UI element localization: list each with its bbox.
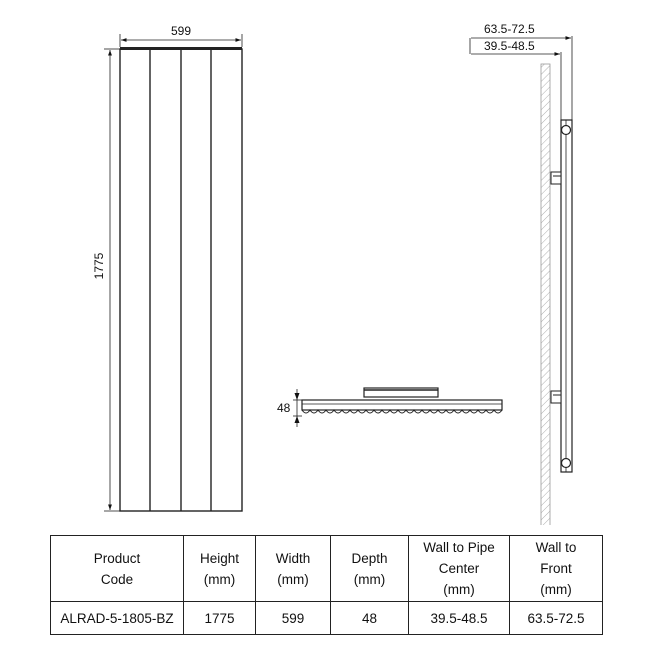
bracket-upper xyxy=(551,172,561,184)
height-dimension-label: 1775 xyxy=(92,252,106,280)
header-width: Width (mm) xyxy=(256,536,331,602)
bracket-lower xyxy=(551,391,561,403)
width-dimension-label: 599 xyxy=(170,24,192,38)
header-wall-to-front: Wall to Front (mm) xyxy=(510,536,603,602)
valve-top xyxy=(562,126,571,135)
depth-arrow-bottom xyxy=(295,416,300,423)
specification-table xyxy=(50,535,603,635)
cell-height: 1775 xyxy=(184,602,256,635)
depth-arrow-top xyxy=(295,393,300,400)
wall-to-pipe-label: 39.5-48.5 xyxy=(484,39,535,53)
cell-width: 599 xyxy=(256,602,331,635)
depth-dimension-label: 48 xyxy=(277,401,291,415)
wall-to-front-label: 63.5-72.5 xyxy=(484,22,535,36)
valve-bottom xyxy=(562,459,571,468)
header-product-code: Product Code xyxy=(51,536,184,602)
radiator-side-profile xyxy=(561,120,572,472)
header-depth: Depth (mm) xyxy=(331,536,409,602)
side-view xyxy=(470,22,572,525)
cell-depth: 48 xyxy=(331,602,409,635)
front-view xyxy=(92,24,242,511)
header-wall-to-pipe-center: Wall to Pipe Center (mm) xyxy=(409,536,510,602)
cell-wall-to-front: 63.5-72.5 xyxy=(510,602,603,635)
table-header-row xyxy=(51,536,603,602)
table-row xyxy=(51,602,603,635)
radiator-top-profile xyxy=(302,400,502,410)
cell-product-code: ALRAD-5-1805-BZ xyxy=(51,602,184,635)
cell-wall-to-pipe-center: 39.5-48.5 xyxy=(409,602,510,635)
top-view xyxy=(277,388,502,427)
wall-section xyxy=(541,64,550,525)
header-height: Height (mm) xyxy=(184,536,256,602)
